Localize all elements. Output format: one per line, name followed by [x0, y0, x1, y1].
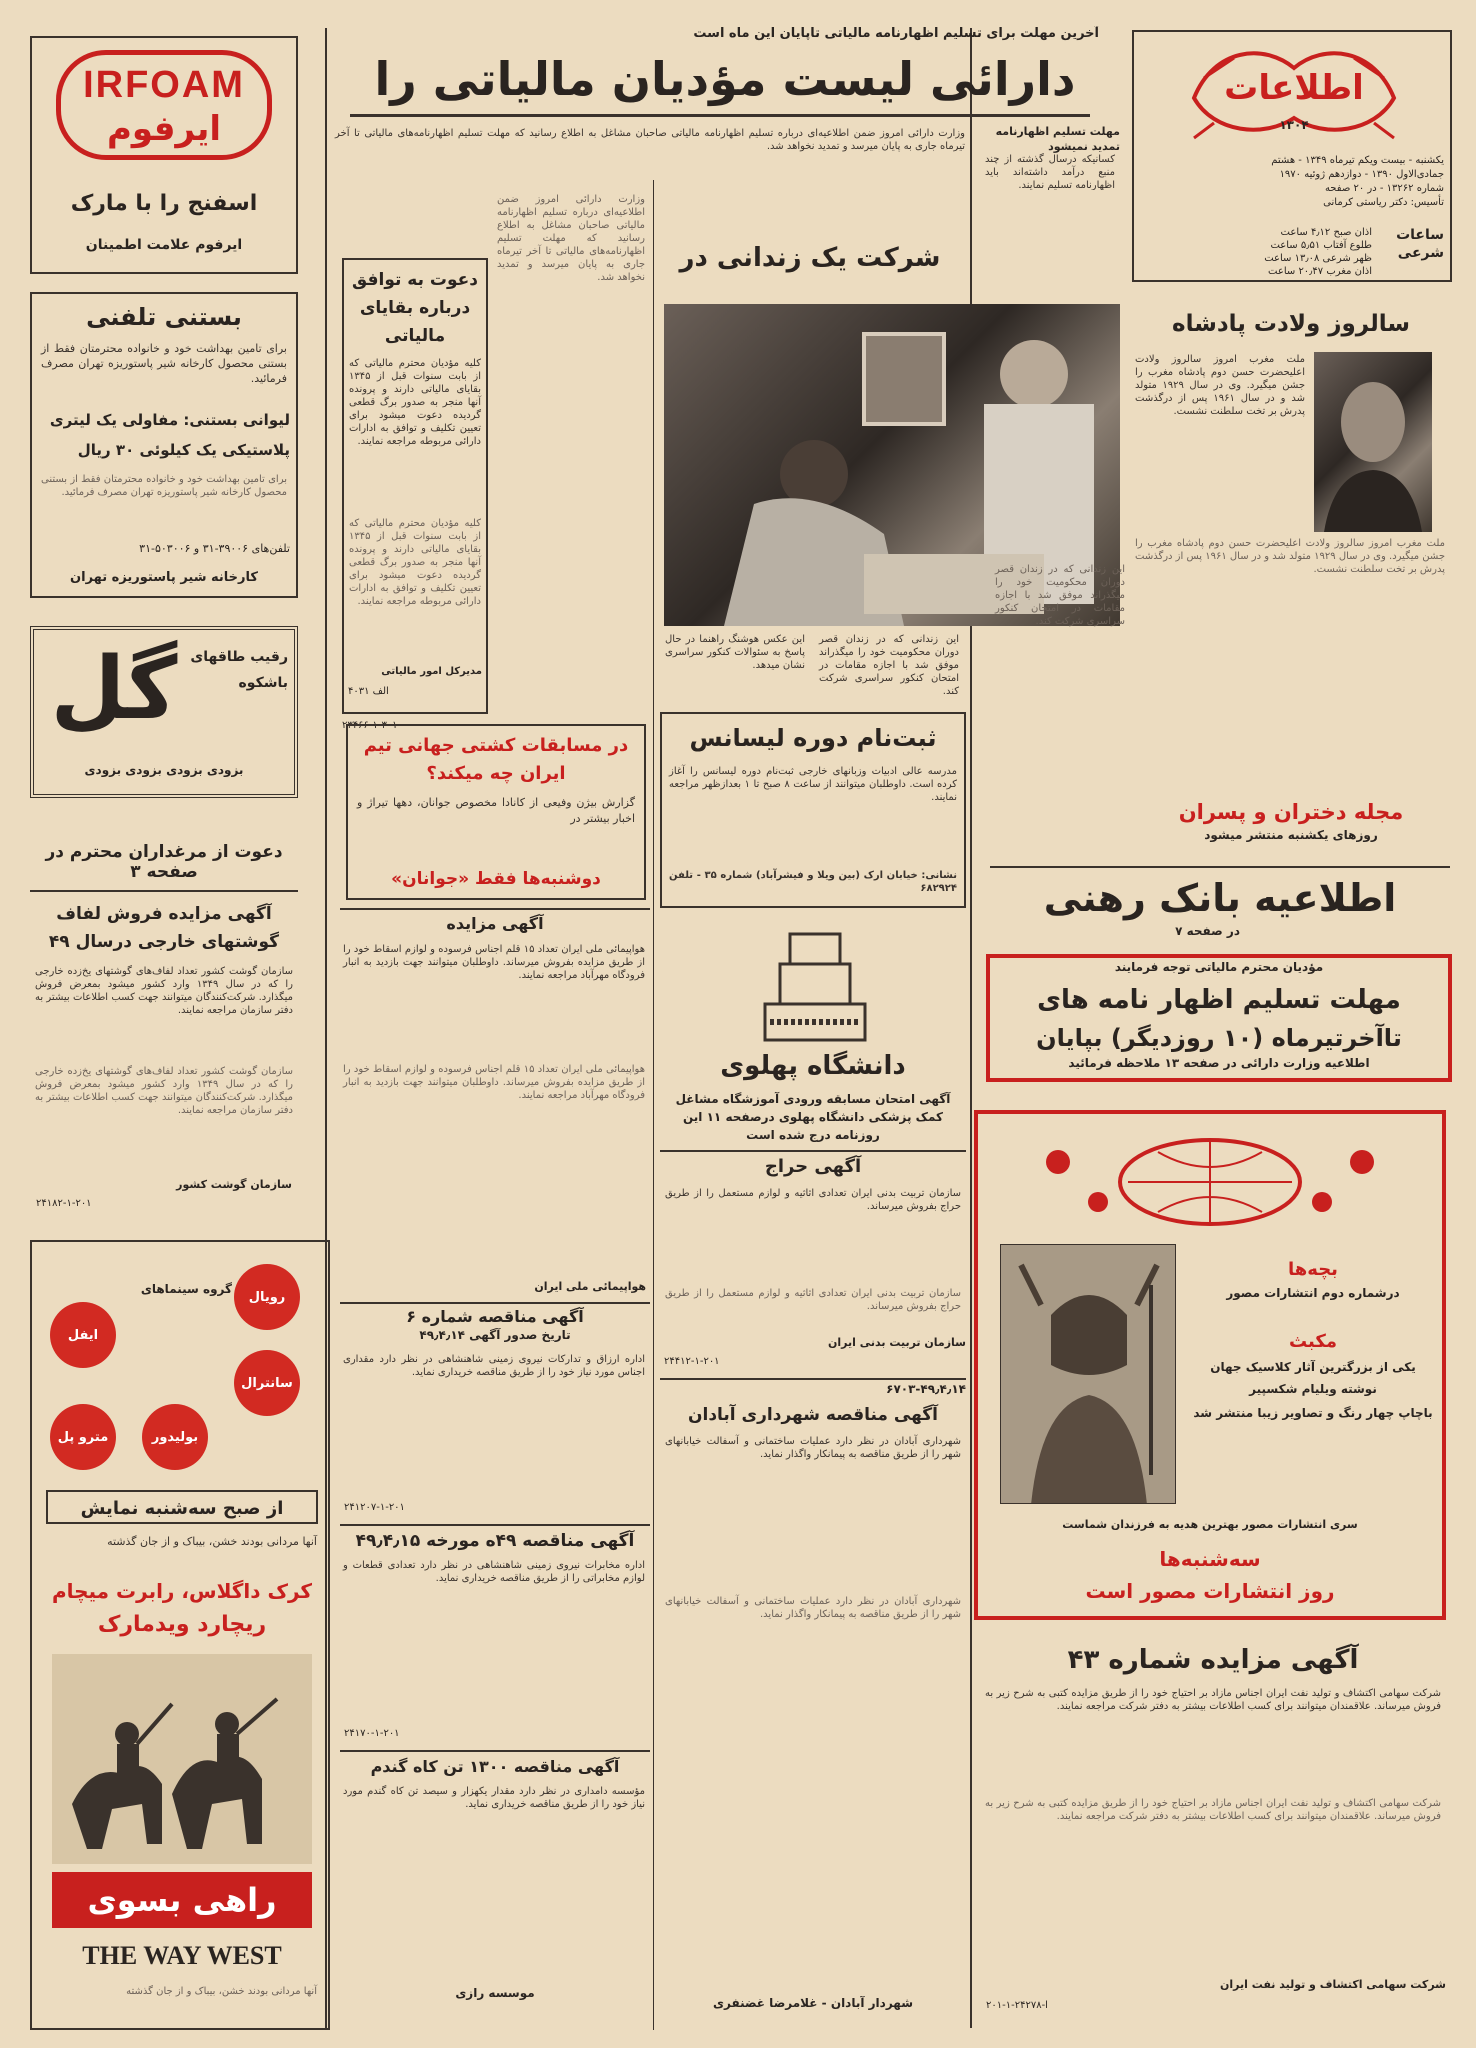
- icecream-body: برای تامین بهداشت خود و خانواده محترمتان فقط از بستنی محصول کارخانه شیر پاستوریزه تهران مصرف فرمائید.: [41, 474, 287, 498]
- license-address: نشانی: خیابان ارک (بین ویلا و فیشرآباد) شماره ۳۵ - تلفن ۶۸۲۹۲۴: [669, 870, 957, 894]
- irfoam-logo: [56, 50, 272, 160]
- harraj-body: سازمان تربیت بدنی ایران تعدادی اثاثیه و لوازم مستعمل را از طریق حراج بفروش میرساند.: [665, 1188, 961, 1212]
- headline-body-b: کسانیکه درسال گذشته از چند منبع درآمد داشته‌اند باید اظهارنامه تسلیم نمایند.: [985, 154, 1115, 190]
- masthead-box: [1132, 30, 1452, 282]
- irfoam-ad: [30, 36, 298, 274]
- date-line: جمادی‌الاول ۱۳۹۰ - دوازدهم ژوئیه ۱۹۷۰: [1279, 169, 1444, 180]
- pahlavi-ad: [660, 920, 966, 1148]
- lamb-code: ۲۴۱۸۲-۱-۲۰۱: [36, 1198, 92, 1209]
- icecream-footer: کارخانه شیر پاستوریزه تهران: [70, 570, 258, 585]
- date-line: شماره ۱۳۲۶۲ - در ۲۰ صفحه: [1324, 183, 1444, 194]
- deadline-subhead: مهلت تسلیم اظهارنامه تمدید نمیشود: [995, 125, 1120, 153]
- irfoam-slogan: اسفنج را با مارک: [70, 191, 258, 216]
- airline-body: هواپیمائی ملی ایران تعداد ۱۵ قلم اجناس فرسوده و لوازم اسقاط خود را از طریق مزایده بفروش میرساند. داوطلبان میتوانند جهت بازدید به انبار فرودگاه مهرآباد مراجعه نمایند.: [343, 944, 645, 981]
- airline-body-cont: هواپیمائی ملی ایران تعداد ۱۵ قلم اجناس فرسوده و لوازم اسقاط خود را از طریق مزایده بفروش میرساند. داوطلبان میتوانند جهت بازدید به انبار فرودگاه مهرآباد مراجعه نمایند.: [343, 1064, 645, 1101]
- deadline-sub: تاآخرتیرماه (۱۰ روزدیگر) بپایان: [1036, 1024, 1402, 1052]
- cinema-ad: [30, 1240, 330, 2030]
- date-lines: [1140, 154, 1444, 224]
- magazine-sub: روزهای یکشنبه منتشر میشود: [1204, 828, 1378, 842]
- bank-page: در صفحه ۷: [1175, 924, 1240, 938]
- logo-year: ۱۳۰۴: [1279, 118, 1309, 132]
- tax-call-code: الف ۴۰۳۱: [348, 686, 389, 697]
- tax-article-code: ۲۳۴۶۶-۱-۳۰۱: [342, 720, 398, 731]
- portrait-man-icon: [1314, 352, 1432, 532]
- tax-call-box: [342, 258, 488, 714]
- exam-body-cont: این زندانی که در زندان قصر دوران محکومیت خود را میگذراند موفق شد با اجازه مقامات در امتحان کنکور سراسری شرکت کند.: [995, 564, 1125, 627]
- cinema-group: گروه سینماهای: [140, 1282, 232, 1296]
- books-desc-2: نوشته ویلیام شکسپیر: [1249, 1382, 1377, 1396]
- king-portrait: [1314, 352, 1432, 532]
- icecream-price-2: پلاستیکی یک کیلوئی ۳۰ ریال: [77, 441, 290, 459]
- lamb-body: سازمان گوشت کشور تعداد لفاف‌های گوشتهای یخ‌زده خارجی را که در سال ۱۳۴۹ وارد کشور میشود بمعرض فروش میگذارد. شرکت‌کنندگان میتوانند جهت کسب اطلاعات بیشتر به دفتر سازمان مراجعه نمایند.: [35, 966, 293, 1016]
- lamb-sign: سازمان گوشت کشور: [176, 1178, 292, 1191]
- icecream-intro: برای تامین بهداشت خود و خانواده محترمتان فقط از بستنی محصول کارخانه شیر پاستوریزه تهران مصرف فرمائید.: [41, 342, 287, 385]
- harraj-sign: سازمان تربیت بدنی ایران: [828, 1336, 966, 1349]
- abadan-title: آگهی مناقصه شهرداری آبادان: [687, 1405, 939, 1425]
- bank-title: اطلاعیه بانک رهنی: [990, 866, 1450, 926]
- cinema-credits: آنها مردانی بودند خشن، بیباک و از جان گذشته: [126, 1986, 317, 1997]
- wrestling-title: در مسابقات کشتی جهانی تیم ایران چه میکند؟: [363, 735, 629, 784]
- pahlavi-emblem-icon: [760, 924, 870, 1044]
- icecream-price-1: لیوانی بستنی: مفاولی یک لیتری: [49, 411, 290, 429]
- headline-body-a: وزارت دارائی امروز ضمن اطلاعیه‌ای درباره تسلیم اظهارنامه مالیاتی صاحبان مشاغل به اطلاع رسانید که مهلت تسلیم اظهارنامه‌های مالیاتی تا آخر تیرماه جاری به پایان میرسد و تمدید نخواهد شد.: [335, 128, 965, 152]
- books-children-sub: درشماره دوم انتشارات مصور: [1226, 1286, 1400, 1300]
- wheat-sign: موسسه رازی: [455, 1986, 535, 2000]
- cinema-royal: رویال: [234, 1264, 300, 1330]
- cinema-title-en: THE WAY WEST: [82, 1941, 282, 1970]
- pahlavi-body: آگهی امتحان مسابقه ورودی آموزشگاه مشاغل کمک پزشکی دانشگاه پهلوی درصفحه ۱۱ این روزنامه درج شده است: [675, 1092, 951, 1142]
- books-desc-3: باچاپ چهار رنگ و تصاویر زیبا منتشر شد: [1193, 1406, 1433, 1420]
- license-title: ثبت‌نام دوره لیسانس: [689, 724, 937, 752]
- globe-kids-icon: [1018, 1122, 1402, 1232]
- prayer-time: اذان مغرب ۲۰٫۴۷ ساعت: [1268, 266, 1372, 277]
- cinema-tagline: آنها مردانی بودند خشن، بیباک و از جان گذشته: [107, 1535, 317, 1548]
- macbeth-cover: [1000, 1244, 1176, 1504]
- tax-article-cont: وزارت دارائی امروز ضمن اطلاعیه‌ای درباره تسلیم اظهارنامه مالیاتی صاحبان مشاغل به اطلاع رسانید که مهلت تسلیم اظهارنامه‌های مالیاتی تا آخر تیرماه جاری به پایان میرسد و تمدید نخواهد شد.: [497, 194, 645, 283]
- main-headline: دارائی لیست مؤدیان مالیاتی را: [374, 52, 1076, 106]
- wheat-body: مؤسسه دامداری در نظر دارد مقدار یکهزار و سیصد تن کاه گندم مورد نیاز خود را از طریق مناقصه خریداری نماید.: [343, 1786, 645, 1810]
- abadan-body: شهرداری آبادان در نظر دارد عملیات ساختمانی و آسفالت خیابانهای شهر را از طریق مناقصه به پیمانکار واگذار نماید.: [665, 1436, 961, 1460]
- harraj-body-cont: سازمان تربیت بدنی ایران تعدادی اثاثیه و لوازم مستعمل را از طریق حراج بفروش میرساند.: [665, 1288, 961, 1312]
- license-body: مدرسه عالی ادبیات وزبانهای خارجی ثبت‌نام دوره لیسانس را آغاز کرده است. داوطلبان میتوانند از ساعت ۸ صبح تا ۱ بعدازظهر مراجعه نمایند.: [669, 766, 957, 803]
- logo-title: اطلاعات: [1224, 68, 1364, 108]
- headline-kicker: آخرین مهلت برای تسلیم اظهارنامه مالیاتی تاپایان این ماه است: [693, 26, 1099, 41]
- tender49-body: اداره مخابرات نیروی زمینی شاهنشاهی در نظر دارد تعدادی قطعات و لوازم مخابراتی را از طریق مناقصه خریداری نماید.: [343, 1560, 645, 1584]
- oil-title: آگهی مزایده شماره ۴۳: [1067, 1645, 1359, 1675]
- deadline-title: مهلت تسلیم اظهار نامه های: [1037, 985, 1401, 1015]
- tax-call-title: دعوت به توافق درباره بقایای مالیاتی: [352, 270, 478, 346]
- lamb-title: آگهی مزایده فروش لفاف گوشتهای خارجی درسال ۴۹: [48, 904, 280, 952]
- exam-caption: این عکس هوشنگ راهنما در حال پاسخ به سئوالات کنکور سراسری نشان میدهد.: [665, 634, 805, 671]
- exam-title: شرکت یک زندانی در: [679, 243, 941, 273]
- icecream-title: بستنی تلفنی: [86, 303, 242, 331]
- prayer-times-label: ساعات شرعی: [1396, 227, 1444, 261]
- tender6-title: آگهی مناقصه شماره ۶: [340, 1302, 650, 1328]
- prayer-time: اذان صبح ۴٫۱۲ ساعت: [1280, 227, 1372, 238]
- birthday-title: سالروز ولادت پادشاه: [1172, 311, 1410, 337]
- cinema-poster-image: [52, 1654, 312, 1864]
- date-line: یکشنبه - بیست ویکم تیرماه ۱۳۴۹ - هشتم: [1271, 155, 1444, 166]
- horse-riders-icon: [52, 1654, 312, 1864]
- wheat-title: آگهی مناقصه ۱۳۰۰ تن کاه گندم: [340, 1750, 650, 1780]
- gol-brand: گل: [50, 639, 178, 739]
- tender49-title: آگهی مناقصه ۴۹ه مورخه ۴۹٫۴٫۱۵: [340, 1524, 650, 1554]
- abadan-code: ۶۷۰۳-۴۹٫۴٫۱۴: [660, 1378, 966, 1398]
- irfoam-brand-latin: IRFOAM: [83, 64, 245, 106]
- gol-ad: [30, 626, 298, 798]
- cinema-polydor: بولیدور: [142, 1404, 208, 1470]
- license-box: [660, 712, 966, 908]
- wrestling-cta: دوشنبه‌ها فقط «جوانان»: [391, 869, 601, 889]
- abadan-sign: شهردار آبادان - غلامرضا غضنفری: [712, 1996, 914, 2010]
- tax-call-body: کلیه مؤدیان محترم مالیاتی که از بابت سنوات قبل از ۱۳۴۵ بقایای مالیاتی دارند و پرونده آنها منجر به صدور برگ قطعی گردیده دعوت میشود برای تعیین تکلیف و توافق به ادارات دارائی مربوطه مراجعه نمایند.: [349, 358, 481, 447]
- deadline-foot: اطلاعیه وزارت دارائی در صفحه ۱۳ ملاحظه فرمائید: [1068, 1056, 1370, 1070]
- cinema-metropol: مترو پل: [50, 1404, 116, 1470]
- warrior-helmet-icon: [1001, 1245, 1176, 1504]
- exam-body: این زندانی که در زندان قصر دوران محکومیت خود را میگذراند موفق شد با اجازه مقامات در امتحان کنکور سراسری شرکت کند.: [819, 634, 959, 697]
- tender6-body: اداره ارزاق و تدارکات نیروی زمینی شاهنشاهی در نظر دارد مقداری اجناس مورد نیاز خود را از طریق مناقصه خریداری نماید.: [343, 1354, 645, 1378]
- birthday-body-cont: ملت مغرب امروز سالروز ولادت اعلیحضرت حسن دوم پادشاه مغرب را جشن میگیرد. وی در سال ۱۹۲۹ متولد شد و در سال ۱۹۶۱ پس از درگذشت پدرش بر تخت سلطنت نشست.: [1135, 538, 1445, 575]
- deadline-top: مؤدیان محترم مالیاتی توجه فرمایند: [1114, 960, 1324, 974]
- books-note: سری انتشارات مصور بهترین هدیه به فرزندان شماست: [1062, 1518, 1358, 1531]
- date-line: تأسیس: دکتر ریاستی کرمانی: [1323, 197, 1444, 208]
- headline-rule: [350, 114, 1090, 117]
- abadan-body-cont: شهرداری آبادان در نظر دارد عملیات ساختمانی و آسفالت خیابانهای شهر را از طریق مناقصه به پیمانکار واگذار نماید.: [665, 1596, 961, 1620]
- irfoam-tagline: ایرفوم علامت اطمینان: [85, 237, 243, 253]
- irfoam-brand-fa: ایرفوم: [106, 109, 222, 149]
- tax-call-sign: مدیرکل امور مالیاتی: [381, 666, 482, 677]
- oil-sign: شرکت سهامی اکتشاف و تولید نفت ایران: [1219, 1978, 1446, 1991]
- cinema-stars-2: ریچارد ویدمارک: [97, 1612, 267, 1637]
- prayer-time: طلوع آفتاب ۵٫۵۱ ساعت: [1270, 240, 1372, 251]
- harraj-title: آگهی حراج: [660, 1150, 966, 1180]
- icecream-contact: تلفن‌های ۳۹۰۰۶-۳۱ و ۵۰۳۰۰۶-۳۱: [139, 542, 290, 555]
- prayer-time: ظهر شرعی ۱۳٫۰۸ ساعت: [1264, 253, 1372, 264]
- airline-sign: هواپیمائی ملی ایران: [534, 1280, 646, 1293]
- tax-call-body-cont: کلیه مؤدیان محترم مالیاتی که از بابت سنوات قبل از ۱۳۴۵ بقایای مالیاتی دارند و پرونده آنها منجر به صدور برگ قطعی گردیده دعوت میشود برای تعیین تکلیف و توافق به ادارات دارائی مربوطه مراجعه نمایند.: [349, 518, 481, 607]
- deadline-ad: [986, 954, 1452, 1082]
- poultry-invite: دعوت از مرغداران محترم در صفحه ۳: [45, 842, 283, 882]
- tender6-date: تاریخ صدور آگهی ۴۹٫۴٫۱۴: [419, 1328, 571, 1342]
- books-children: بچه‌ها: [1288, 1259, 1338, 1280]
- column-rule: [653, 180, 654, 2030]
- tender6-code: ۲۴۱۲۰۷-۱-۲۰۱: [344, 1502, 405, 1513]
- icecream-ad: [30, 292, 298, 598]
- cinema-from: از صبح سه‌شنبه نمایش: [46, 1490, 318, 1524]
- cinema-central: سانترال: [234, 1350, 300, 1416]
- oil-code: آ-۲۴۲۷۸-۱-۲۰۱: [986, 2000, 1048, 2011]
- cinema-eiffel: ایفل: [50, 1302, 116, 1368]
- gol-footer: بزودی بزودی بزودی بزودی: [84, 763, 244, 777]
- gol-rival: رقیب طاقهای باشکوه: [190, 649, 288, 691]
- oil-body: شرکت سهامی اکتشاف و تولید نفت ایران اجناس مازاد بر احتیاج خود را از طریق مزایده کتبی به شرح زیر به فروش میرساند. علاقمندان میتوانند برای کسب اطلاعات بیشتر به دفتر شرکت مراجعه نمایند.: [985, 1688, 1441, 1712]
- cinema-title: راهی بسوی: [52, 1872, 312, 1928]
- airline-title: آگهی مزایده: [340, 908, 650, 936]
- books-macbeth: مکبث: [1288, 1331, 1337, 1352]
- books-day: سه‌شنبه‌ها: [1159, 1547, 1261, 1571]
- books-ad: [974, 1110, 1446, 1620]
- books-publisher: روز انتشارات مصور است: [1085, 1579, 1335, 1603]
- lamb-auction: [30, 890, 298, 1220]
- logo: [1174, 38, 1414, 148]
- harraj-code: ۲۴۴۱۲-۱-۲۰۱: [664, 1356, 720, 1367]
- birthday-body: ملت مغرب امروز سالروز ولادت اعلیحضرت حسن دوم پادشاه مغرب را جشن میگیرد. وی در سال ۱۹۲۹ متولد شد و در سال ۱۹۶۱ پس از درگذشت پدرش بر تخت سلطنت نشست.: [1135, 354, 1305, 417]
- wrestling-box: [346, 724, 646, 900]
- books-desc-1: یکی از بزرگترین آثار کلاسیک جهان: [1210, 1360, 1416, 1374]
- oil-body-cont: شرکت سهامی اکتشاف و تولید نفت ایران اجناس مازاد بر احتیاج خود را از طریق مزایده کتبی به شرح زیر به فروش میرساند. علاقمندان میتوانند برای کسب اطلاعات بیشتر به دفتر شرکت مراجعه نمایند.: [985, 1798, 1441, 1822]
- prayer-times: [1140, 226, 1372, 280]
- lamb-body-cont: سازمان گوشت کشور تعداد لفاف‌های گوشتهای یخ‌زده خارجی را که در سال ۱۳۴۹ وارد کشور میشود بمعرض فروش میگذارد. شرکت‌کنندگان میتوانند جهت کسب اطلاعات بیشتر به دفتر سازمان مراجعه نمایند.: [35, 1066, 293, 1116]
- wrestling-body: گزارش بیژن وفیعی از کانادا مخصوص جوانان، دهها تیراژ و اخبار بیشتر در: [357, 796, 635, 825]
- tender49-code: ۲۴۱۷۰-۱-۲۰۱: [344, 1728, 400, 1739]
- magazine-title: مجله دختران و پسران: [1178, 800, 1404, 824]
- pahlavi-title: دانشگاه پهلوی: [720, 1051, 906, 1081]
- cinema-stars: کرک داگلاس، رابرت میچام: [51, 1579, 313, 1603]
